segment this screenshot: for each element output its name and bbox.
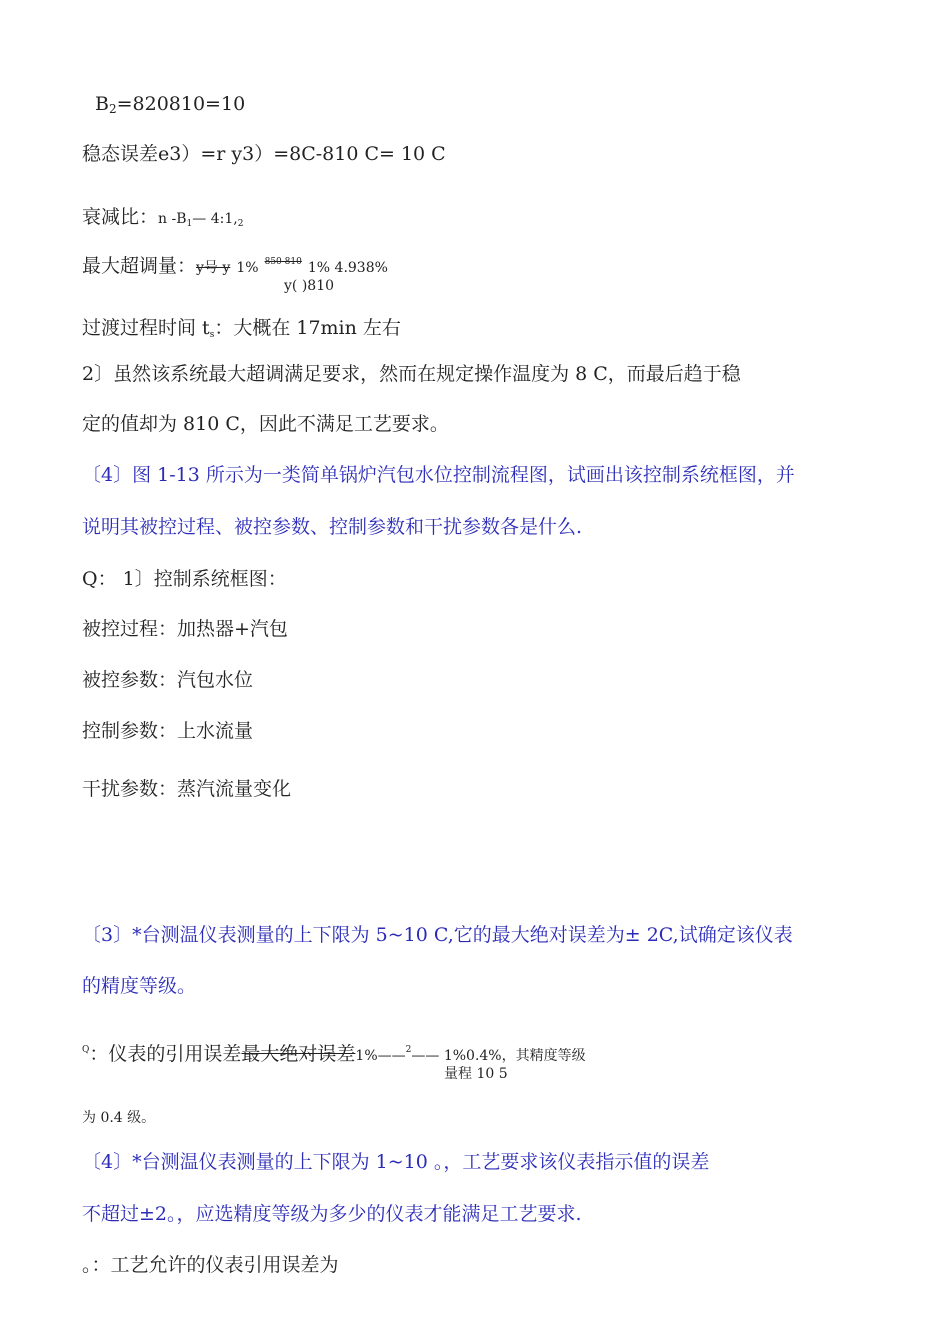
answer-block-diagram: Q： 1〕控制系统框图： [82, 568, 287, 590]
line-conclusion-2: 定的值却为 810 C，因此不满足工艺要求。 [82, 413, 449, 435]
label: 最大超调量： [82, 255, 197, 277]
formula: 1% 4.938% [307, 260, 388, 276]
subscript: s [209, 330, 215, 340]
subscript: 1 [186, 219, 193, 229]
text: B [95, 93, 109, 115]
question-4-line-2: 说明其被控过程、被控参数、控制参数和干扰参数各是什么. [82, 516, 583, 538]
formula-strike: 最大绝对误差 [241, 1043, 356, 1065]
formula: —— 1%0.4%，其精度等级 [411, 1048, 586, 1064]
text: ：大概在 17min 左右 [214, 317, 401, 339]
formula-numerator: 2 [405, 1045, 412, 1055]
question-4b-line-1: 〔4〕*台测温仪表测量的上下限为 1~10 。，工艺要求该仪表指示值的误差 [82, 1151, 710, 1173]
line-transition-time [82, 316, 401, 347]
formula: 1% [236, 260, 259, 276]
answer-controlled-parameter: 被控参数：汽包水位 [82, 669, 254, 691]
formula-strike: y号 y [196, 260, 231, 276]
text: =820810=10 [116, 93, 246, 115]
overshoot-denominator: y( )810 [284, 278, 335, 294]
formula-denominator: 量程 10 5 [444, 1066, 508, 1082]
label: Q [82, 1045, 90, 1055]
formula-fraction-top: 850 810 [264, 257, 302, 267]
answer-controlled-process: 被控过程：加热器+汽包 [82, 618, 288, 640]
answer-disturbance-parameter: 干扰参数：蒸汽流量变化 [82, 778, 292, 800]
formula: — 4:1, [192, 211, 238, 227]
line-conclusion-1: 2〕虽然该系统最大超调满足要求，然而在规定操作温度为 8 C，而最后趋于稳 [82, 363, 741, 385]
line-overshoot [82, 250, 388, 280]
question-4b-line-2: 不超过±2。，应选精度等级为多少的仪表才能满足工艺要求. [82, 1203, 582, 1225]
line-b2 [95, 92, 245, 121]
formula: 1%—— [355, 1048, 406, 1064]
answer-allowed-error: 。：工艺允许的仪表引用误差为 [82, 1254, 339, 1276]
text: ：仪表的引用误差 [89, 1043, 242, 1065]
text: 过渡过程时间 t [82, 317, 210, 339]
answer-grade: 为 0.4 级。 [82, 1110, 156, 1126]
question-3-line-2: 的精度等级。 [82, 975, 197, 997]
line-decay-ratio [82, 205, 243, 236]
label: 衰减比： [82, 206, 159, 228]
subscript: 2 [237, 219, 244, 229]
question-4-line-1: 〔4〕图 1-13 所示为一类简单锅炉汽包水位控制流程图，试画出该控制系统框图，并 [82, 464, 795, 486]
subscript: 2 [108, 102, 117, 116]
question-3-line-1: 〔3〕*台测温仪表测量的上下限为 5~10 C,它的最大绝对误差为± 2C,试确定该仪表 [82, 924, 793, 946]
answer-control-parameter: 控制参数：上水流量 [82, 720, 254, 742]
line-steady-error: 稳态误差e3）=r y3）=8C-810 C= 10 C [82, 143, 446, 165]
answer-reference-error [82, 1038, 586, 1068]
formula: n -B [158, 211, 187, 227]
